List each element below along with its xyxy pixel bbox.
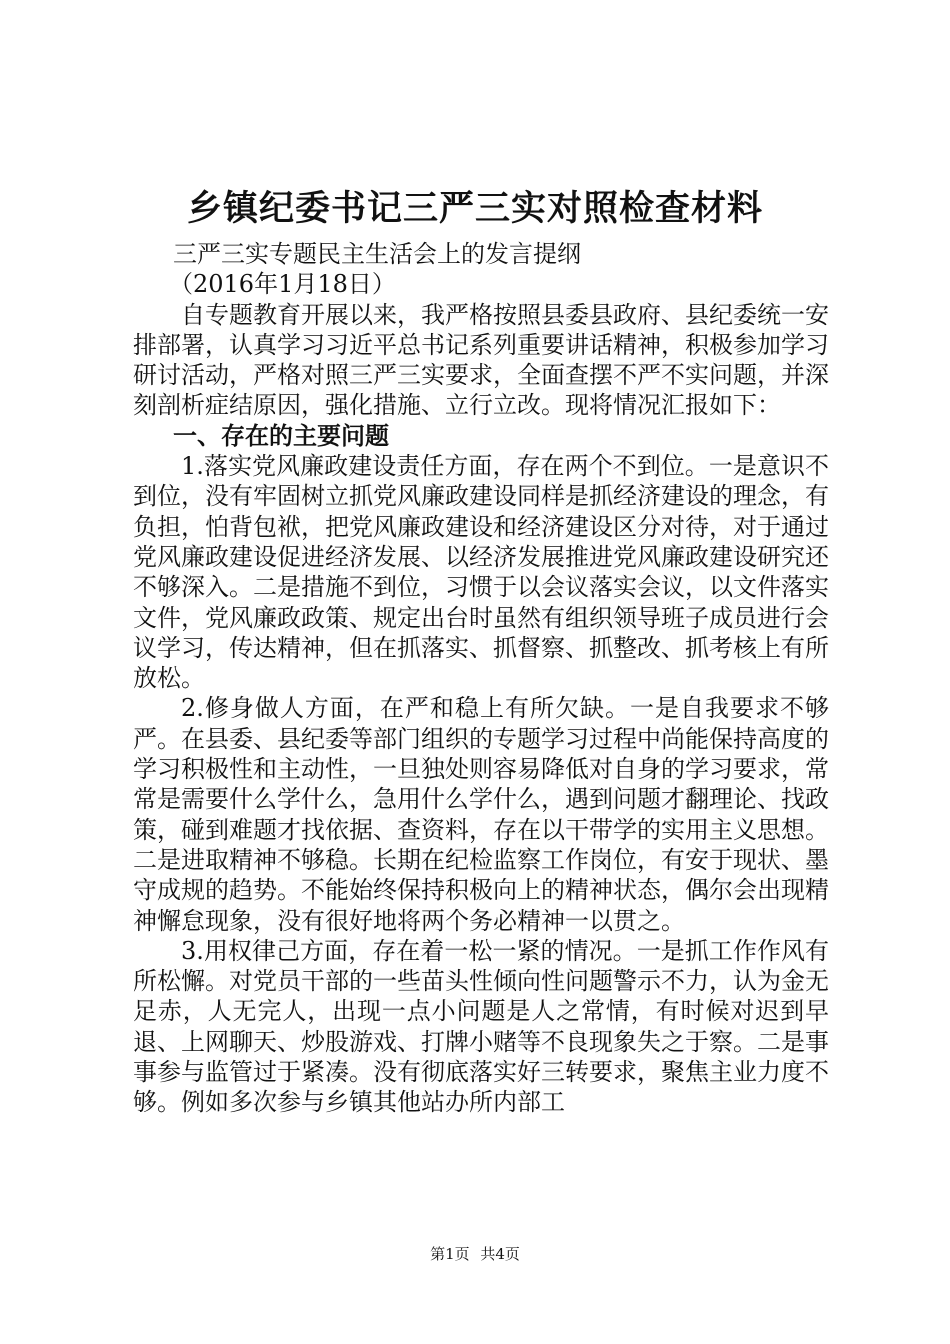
document-body — [133, 239, 829, 1118]
document-date: （2016年1月18日） — [169, 270, 396, 299]
section-heading: 一、存在的主要问题 — [173, 421, 389, 450]
paragraph-3: 3.用权律己方面，存在着一松一紧的情况。一是抓工作作风有所松懈。对党员干部的一些苗头性倾向性问题警示不力，认为金无足赤，人无完人，出现一点小问题是人之常情，有时候对迟到早退、上网聊天、炒股游戏、打牌小赌等不良现象失之于察。二是事事参与监管过于紧凑。没有彻底落实好三转要求，聚焦主业力度不够。例如多次参与乡镇其他站办所内部工 — [133, 936, 829, 1117]
paragraph-2: 2.修身做人方面，在严和稳上有所欠缺。一是自我要求不够严。在县委、县纪委等部门组织的专题学习过程中尚能保持高度的学习积极性和主动性，一旦独处则容易降低对自身的学习要求，常常是需要什么学什么，急用什么学什么，遇到问题才翻理论、找政策，碰到难题才找依据、查资料，存在以干带学的实用主义思想。二是进取精神不够稳。长期在纪检监察工作岗位，有安于现状、墨守成规的趋势。不能始终保持积极向上的精神状态，偶尔会出现精神懈怠现象，没有很好地将两个务必精神一以贯之。 — [133, 694, 829, 935]
paragraph-1: 1.落实党风廉政建设责任方面，存在两个不到位。一是意识不到位，没有牢固树立抓党风廉政建设同样是抓经济建设的理念，有负担，怕背包袱，把党风廉政建设和经济建设区分对待，对于通过党风廉政建设促进经济发展、以经济发展推进党风廉政建设研究还不够深入。二是措施不到位，习惯于以会议落实会议，以文件落实文件，党风廉政政策、规定出台时虽然有组织领导班子成员进行会议学习，传达精神，但在抓落实、抓督察、抓整改、抓考核上有所放松。 — [133, 452, 829, 693]
document-title: 乡镇纪委书记三严三实对照检查材料 — [186, 189, 763, 229]
page-number-footer: 第1页 共4页 — [430, 1245, 520, 1263]
intro-paragraph: 自专题教育开展以来，我严格按照县委县政府、县纪委统一安排部署，认真学习习近平总书记系列重要讲话精神，积极参加学习研讨活动，严格对照三严三实要求，全面查摆不严不实问题，并深刻剖析症结原因，强化措施、立行立改。现将情况汇报如下： — [133, 300, 829, 420]
document-subtitle: 三严三实专题民主生活会上的发言提纲 — [173, 240, 581, 268]
